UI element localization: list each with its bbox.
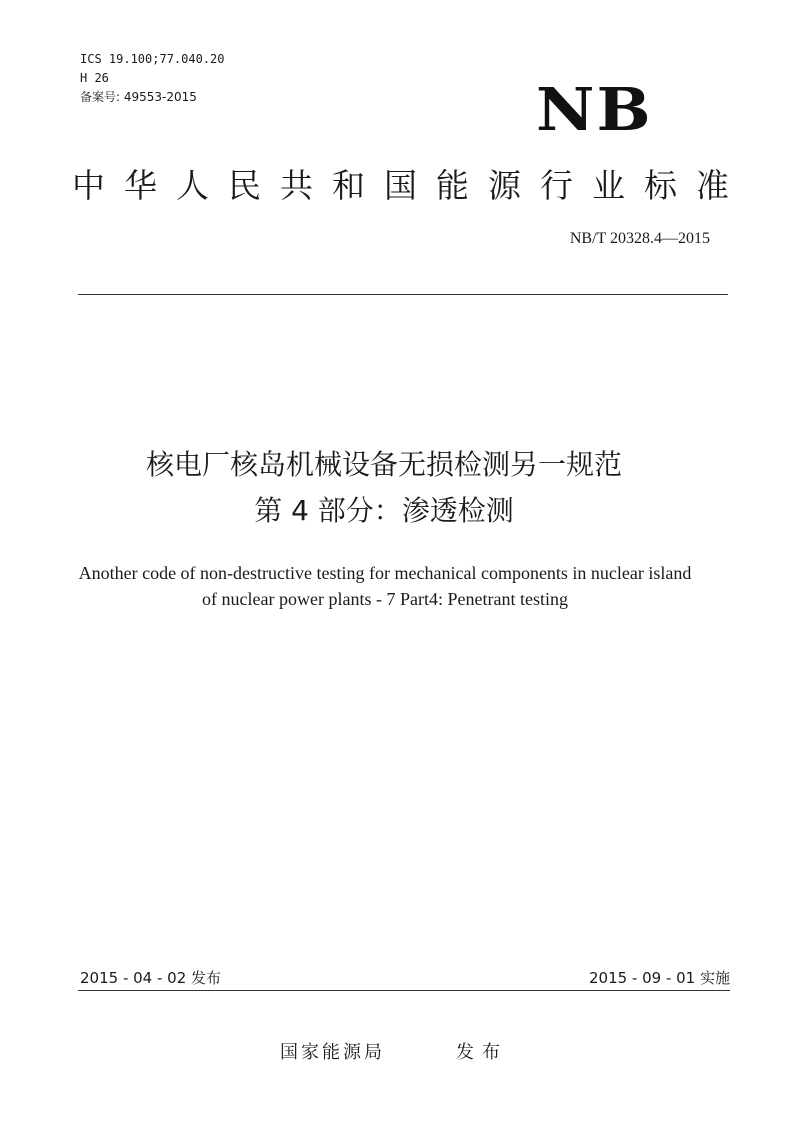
- nb-logo: NB: [536, 75, 653, 145]
- registration-number: 备案号: 49553-2015: [80, 90, 197, 104]
- chinese-title-line-1: 核电厂核岛机械设备无损检测另一规范: [145, 448, 622, 481]
- english-title-line-1: Another code of non-destructive testing for mechanical components in nuclear island: [78, 563, 692, 583]
- implementation-date: 2015 - 09 - 01 实施: [588, 969, 730, 987]
- issued-label: 发布: [456, 1042, 508, 1063]
- issuing-authority: 国家能源局: [280, 1042, 385, 1063]
- issue-date: 2015 - 04 - 02 发布: [80, 969, 222, 987]
- bottom-divider: [78, 990, 730, 991]
- chinese-title-line-2: 第 4 部分：渗透检测: [254, 494, 514, 527]
- classification-code: H 26: [80, 71, 109, 85]
- english-title-line-2: of nuclear power plants - 7 Part4: Penetrant testing: [202, 589, 568, 609]
- ics-code: ICS 19.100;77.040.20: [80, 52, 225, 66]
- standard-number: NB/T 20328.4—2015: [569, 230, 710, 247]
- industry-standard-heading: 中华人民共和国能源行业标准: [72, 166, 748, 205]
- top-divider: [78, 294, 728, 295]
